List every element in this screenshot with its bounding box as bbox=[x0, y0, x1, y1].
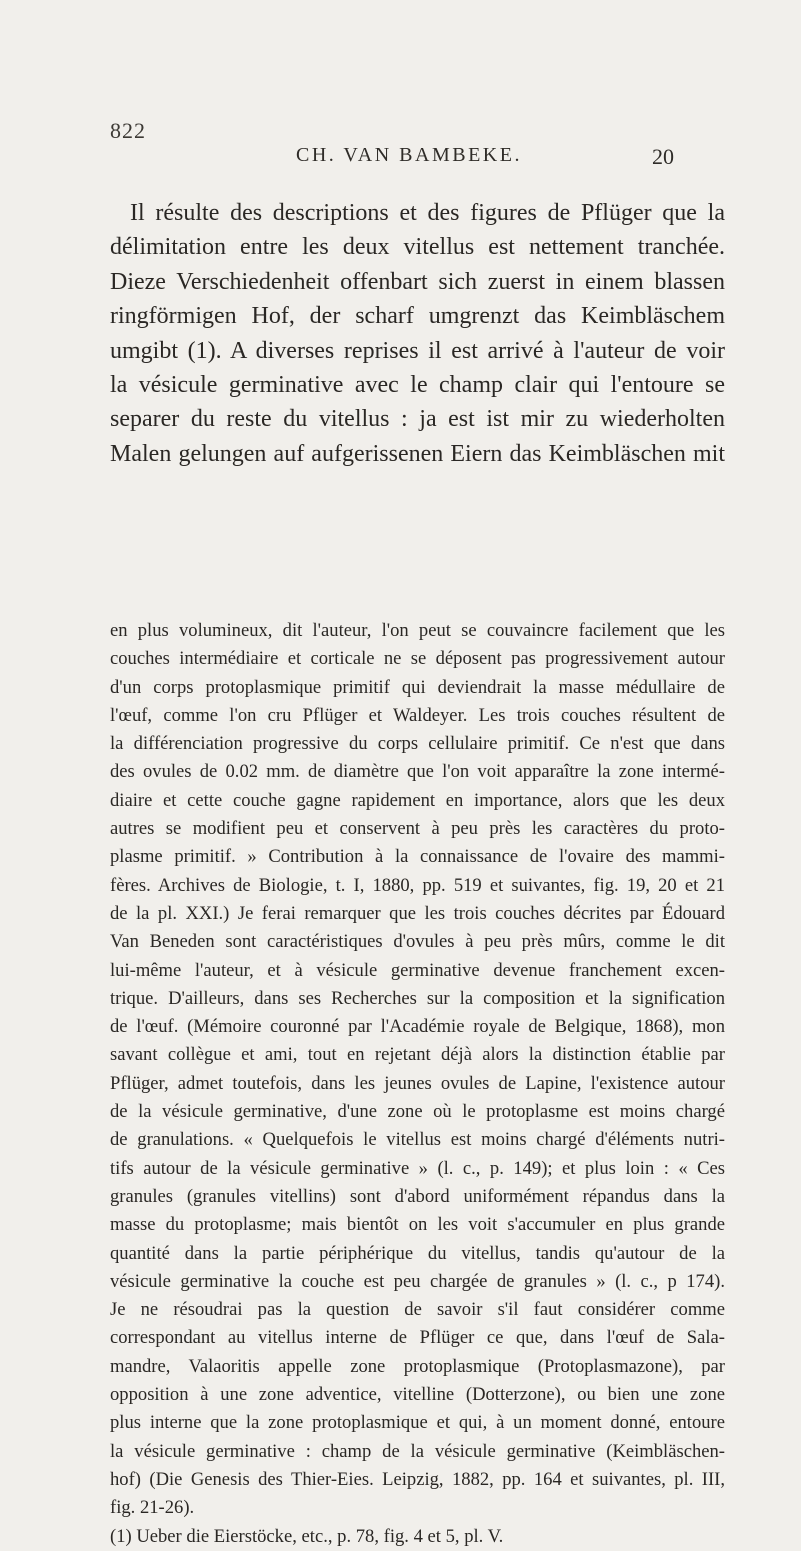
footnote-line: diaire et cette couche gagne rapidement en importance, alors que les deux bbox=[110, 789, 725, 811]
main-text-line: separer du reste du vitellus : ja est ist mir zu wiederholten bbox=[110, 406, 725, 433]
footnote-line: Je ne résoudrai pas la question de savoir s'il faut considérer comme bbox=[110, 1299, 725, 1321]
footnote-line: Pflüger, admet toutefois, dans les jeunes ovules de Lapine, l'existence autour bbox=[110, 1072, 725, 1094]
running-head: CH. VAN BAMBEKE. bbox=[296, 144, 522, 166]
footnote-line: quantité dans la partie périphérique du vitellus, tandis qu'autour de la bbox=[110, 1242, 725, 1264]
footnote-line: hof) (Die Genesis des Thier-Eies. Leipzig, 1882, pp. 164 et suivantes, pl. III, bbox=[110, 1468, 725, 1490]
footnote-line: Van Beneden sont caractéristiques d'ovules à peu près mûrs, comme le dit bbox=[110, 931, 725, 953]
footnote-note: (1) Ueber die Eierstöcke, etc., p. 78, fig. 4 et 5, pl. V. bbox=[110, 1525, 504, 1547]
main-text-line: Dieze Verschiedenheit offenbart sich zuerst in einem blassen bbox=[110, 268, 725, 295]
footnote-line: l'œuf, comme l'on cru Pflüger et Waldeyer. Les trois couches résultent de bbox=[110, 704, 725, 726]
main-text-block bbox=[110, 196, 725, 471]
footnote-line: de la pl. XXI.) Je ferai remarquer que les trois couches décrites par Édouard bbox=[110, 902, 725, 924]
footnote-line: autres se modifient peu et conservent à peu près les caractères du proto- bbox=[110, 818, 725, 840]
footnote-line: la vésicule germinative : champ de la vésicule germinative (Keimbläschen- bbox=[110, 1440, 725, 1462]
footnote-line: vésicule germinative la couche est peu chargée de granules » (l. c., p 174). bbox=[110, 1270, 725, 1292]
page-number-marginal: 822 bbox=[110, 118, 146, 143]
footnote-line: trique. D'ailleurs, dans ses Recherches sur la composition et la signification bbox=[110, 987, 725, 1009]
footnote-line: fig. 21-26). bbox=[110, 1497, 195, 1519]
footnote-line: la différenciation progressive du corps cellulaire primitif. Ce n'est que dans bbox=[110, 733, 725, 755]
footnote-line: des ovules de 0.02 mm. de diamètre que l'on voit apparaître la zone intermé- bbox=[110, 761, 725, 783]
footnote-line: plus interne que la zone protoplasmique et qui, à un moment donné, entoure bbox=[110, 1412, 725, 1434]
footnote-line: de granulations. « Quelquefois le vitellus est moins chargé d'éléments nutri- bbox=[110, 1129, 725, 1151]
footnote-block bbox=[110, 617, 725, 1551]
footnote-line: masse du protoplasme; mais bientôt on les voit s'accumuler en plus grande bbox=[110, 1214, 725, 1236]
main-text-line: Malen gelungen auf aufgerissenen Eiern das Keimbläschen mit bbox=[110, 440, 725, 467]
footnote-line: de l'œuf. (Mémoire couronné par l'Académie royale de Belgique, 1868), mon bbox=[110, 1016, 725, 1038]
footnote-line: fères. Archives de Biologie, t. I, 1880, pp. 519 et suivantes, fig. 19, 20 et 21 bbox=[110, 874, 725, 896]
footnote-line: plasme primitif. » Contribution à la connaissance de l'ovaire des mammi- bbox=[110, 846, 725, 868]
footnote-line: lui-même l'auteur, et à vésicule germinative devenue franchement excen- bbox=[110, 959, 725, 981]
main-text-line: Il résulte des descriptions et des figures de Pflüger que la bbox=[130, 200, 725, 226]
footnote-line: d'un corps protoplasmique primitif qui deviendrait la masse médullaire de bbox=[110, 676, 725, 698]
main-text-line: la vésicule germinative avec le champ clair qui l'entoure se bbox=[110, 371, 725, 398]
footnote-line: correspondant au vitellus interne de Pflüger ce que, dans l'œuf de Sala- bbox=[110, 1327, 725, 1349]
footnote-line: mandre, Valaoritis appelle zone protoplasmique (Protoplasmazone), par bbox=[110, 1355, 725, 1377]
footnote-line: granules (granules vitellins) sont d'abord uniformément répandus dans la bbox=[110, 1185, 725, 1207]
main-text-line: umgibt (1). A diverses reprises il est arrivé à l'auteur de voir bbox=[110, 337, 725, 364]
main-text-line: délimitation entre les deux vitellus est nettement tranchée. bbox=[110, 234, 725, 261]
footnote-line: savant collègue et ami, tout en rejetant déjà alors la distinction établie par bbox=[110, 1044, 725, 1066]
footnote-line: tifs autour de la vésicule germinative » (l. c., p. 149); et plus loin : « Ces bbox=[110, 1157, 725, 1179]
footnote-line: de la vésicule germinative, d'une zone où le protoplasme est moins chargé bbox=[110, 1101, 725, 1123]
page-number: 20 bbox=[652, 144, 674, 169]
footnote-line: couches intermédiaire et corticale ne se déposent pas progressivement autour bbox=[110, 648, 725, 670]
footnote-line: en plus volumineux, dit l'auteur, l'on peut se couvaincre facilement que les bbox=[110, 620, 725, 641]
main-text-line: ringförmigen Hof, der scharf umgrenzt das Keimbläschem bbox=[110, 303, 725, 330]
footnote-line: opposition à une zone adventice, vitelline (Dotterzone), ou bien une zone bbox=[110, 1384, 725, 1406]
